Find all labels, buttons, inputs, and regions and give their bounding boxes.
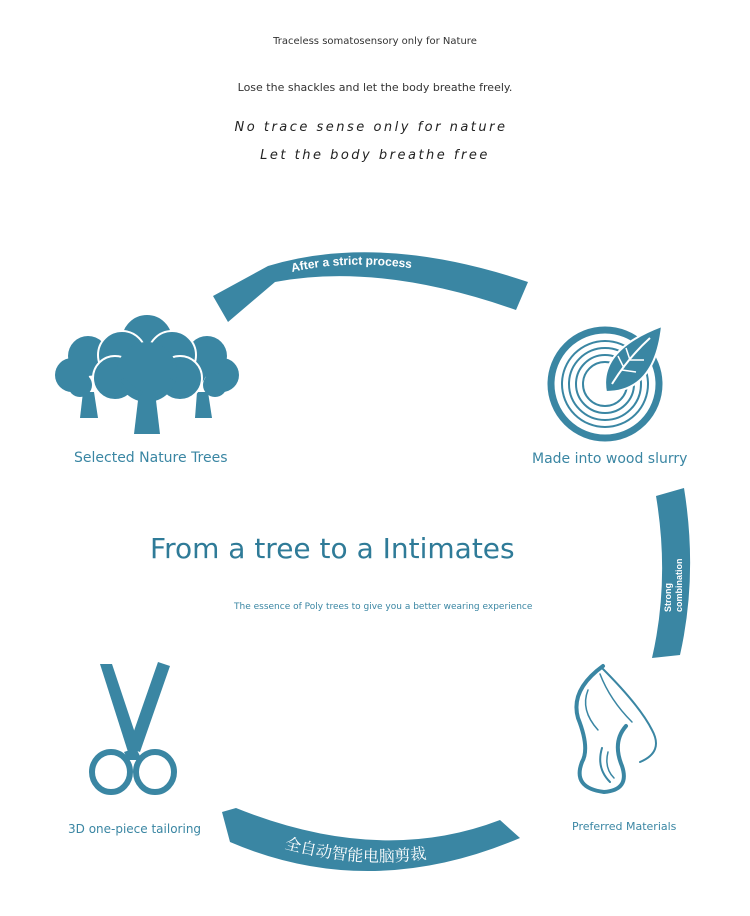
center-subtitle: The essence of Poly trees to give you a better wearing experience	[234, 602, 533, 612]
arrow-bottom-label: 全自动智能电脑剪裁	[283, 833, 428, 866]
header-line-2: Lose the shackles and let the body breathe freely.	[237, 81, 513, 94]
leaf-rings-icon	[551, 326, 662, 438]
step-label-trees: Selected Nature Trees	[74, 450, 228, 466]
arrow-top	[213, 252, 528, 322]
step-label-materials: Preferred Materials	[572, 820, 677, 833]
arrow-top-label: After a strict process	[289, 253, 413, 275]
step-label-slurry: Made into wood slurry	[532, 451, 688, 467]
header-line-1: Traceless somatosensory only for Nature	[273, 36, 477, 47]
slogan-line-1: No trace sense only for nature	[234, 120, 508, 135]
tree-icon	[55, 314, 239, 434]
center-title: From a tree to a Intimates	[150, 532, 515, 565]
flame-drop-icon	[576, 666, 656, 792]
arrow-bottom	[222, 808, 520, 871]
arrow-right	[652, 488, 690, 658]
step-label-tailoring: 3D one-piece tailoring	[68, 822, 202, 836]
slogan-line-2: Let the body breathe free	[260, 148, 490, 163]
scissors-icon	[92, 662, 174, 792]
arrow-right-label-2: combination	[674, 558, 684, 612]
arrow-right-label-1: Strong	[663, 583, 673, 612]
